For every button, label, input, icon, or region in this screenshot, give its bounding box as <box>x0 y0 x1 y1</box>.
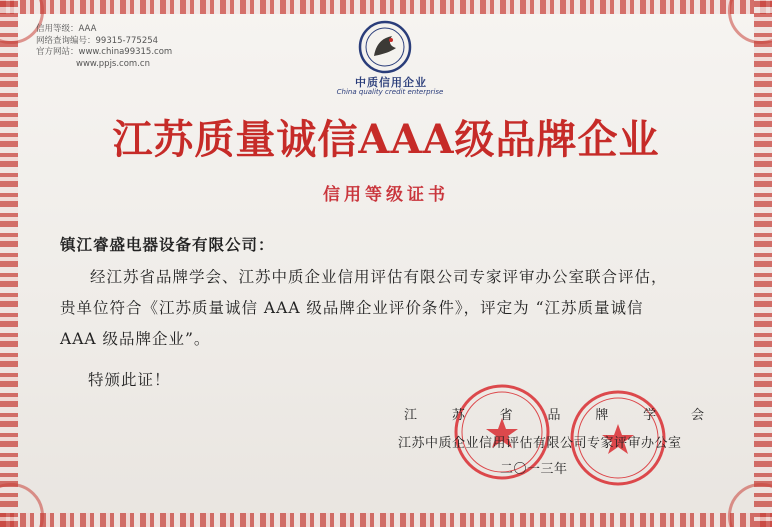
issuer-char: 省 <box>499 408 513 423</box>
logo-english-text: China quality credit enterprise <box>336 88 444 96</box>
issuer-society <box>404 404 704 423</box>
body-line-2: 贵单位符合《江苏质量诚信 AAA 级品牌企业评价条件》，评定为 “江苏质量诚信 <box>60 299 644 317</box>
body-line-3: AAA 级品牌企业”。 <box>60 330 211 348</box>
credit-info-block <box>36 24 172 70</box>
ornamental-border-right <box>754 0 772 527</box>
website-text-2: www.ppjs.com.cn <box>76 58 150 69</box>
certificate-subtitle: 信用等级证书 <box>323 185 449 205</box>
certify-text: 特颁此证！ <box>88 371 171 389</box>
ornamental-border-left <box>0 0 18 527</box>
ornamental-border-top <box>0 0 772 14</box>
issuer-char: 会 <box>690 408 704 423</box>
body-line-1: 经江苏省品牌学会、江苏中质企业信用评估有限公司专家评审办公室联合评估， <box>90 268 668 286</box>
enterprise-logo-icon <box>358 20 412 74</box>
issuer-company: 江苏中质企业信用评估有限公司专家评审办公室 <box>398 436 682 451</box>
corner-ornament <box>728 0 772 44</box>
certificate-title: 江苏质量诚信AAA级品牌企业 <box>112 116 660 163</box>
issuer-char: 学 <box>643 408 657 423</box>
recipient-name: 镇江睿盛电器设备有限公司： <box>60 235 275 254</box>
corner-ornament <box>0 483 44 527</box>
credit-level-text: 信用等级：AAA <box>36 24 97 34</box>
issuer-char: 苏 <box>451 408 465 423</box>
issue-date: 二〇一三年 <box>500 462 568 477</box>
query-number-text: 网络查询编号：99315-775254 <box>36 35 159 46</box>
issuer-char: 江 <box>404 408 418 423</box>
issuer-char: 牌 <box>595 408 609 423</box>
corner-ornament <box>728 483 772 527</box>
logo-chinese-text: 中质信用企业 <box>355 76 427 89</box>
ornamental-border-bottom <box>0 513 772 527</box>
website-text: 官方网站：www.china99315.com <box>36 47 173 57</box>
issuer-char: 品 <box>547 408 561 423</box>
certificate-body <box>60 262 740 355</box>
